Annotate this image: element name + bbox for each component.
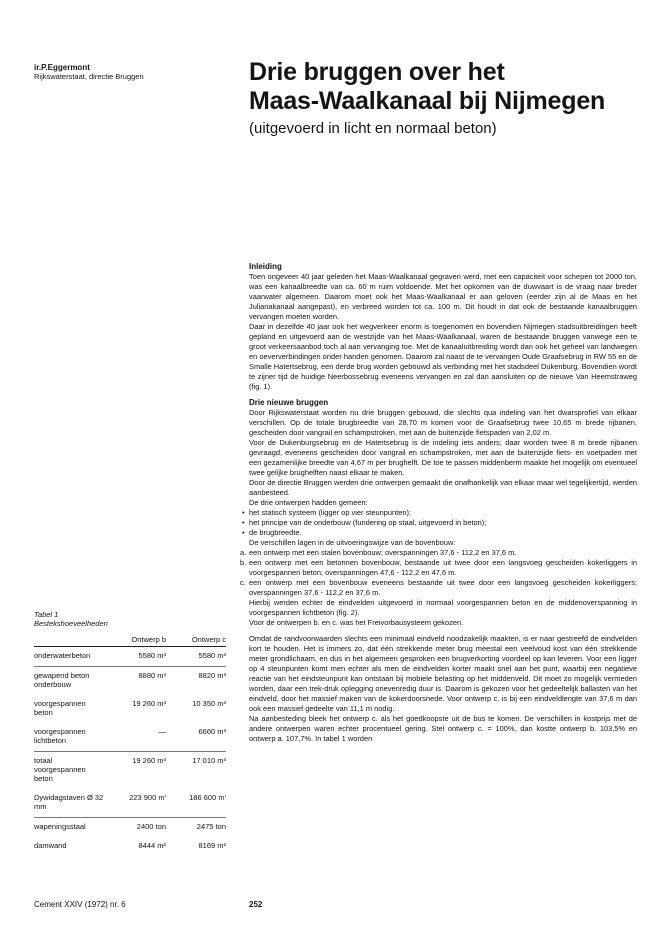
table-header-ontwerp-b: Ontwerp b [106, 633, 166, 647]
cell-ontwerp-c: 2475 ton [166, 818, 226, 838]
table-grid [34, 633, 226, 856]
author-name: ir.P.Eggermont [34, 63, 90, 72]
row-label: voorgespannen beton [34, 699, 86, 717]
lettered-item [240, 548, 637, 558]
article-title [249, 58, 605, 116]
lettered-item [240, 578, 637, 598]
article-subtitle: (uitgevoerd in licht en normaal beton) [249, 120, 497, 137]
section-heading-inleiding: Inleiding [249, 262, 282, 271]
paragraph: Voor de Dukenburgsebrug en de Hatertsebrug is de indeling iets anders; daar worden twee 8 m brede rijbanen gevraagd, eveneens gescheiden door vangrail en schampstroken, met aan de buitenzijde fiets- en voetpaden met een gezamenlijke breedte van 4,67 m per brughelft. De toe te passen middenberm maakte het mogelijk om eventueel twee gelijke brughelften naast elkaar te maken. [249, 438, 637, 477]
paragraph: Na aanbesteding bleek het ontwerp c. als het goedkoopste uit de bus te komen. De verschillen in kostprijs met de andere ontwerpen waren echter procentueel gering. Stel ontwerp c. = 100%, dan kostte ontwerp b. 103,5% en ontwerp a. 107,7%. In tabel 1 worden [249, 714, 637, 743]
table-row [34, 752, 226, 790]
cell-ontwerp-c: 10 350 m³ [192, 699, 226, 708]
row-label: Dywidagstaven Ø 32 mm [34, 793, 104, 811]
table-header-row [34, 633, 226, 647]
table-header-ontwerp-c: Ontwerp c [166, 633, 226, 647]
paragraph: Hierbij werden echter de eindvelden uitgevoerd in normaal voorgespannen beton en de middenoverspanning in voorgespannen lichtbeton (fig. 2). [249, 598, 637, 617]
bullet-item: • de brugbreedte. [249, 528, 637, 538]
bullet-item: • het statisch systeem (ligger op vier steunpunten); [249, 508, 637, 518]
section-heading-drie-nieuwe-bruggen: Drie nieuwe bruggen [249, 398, 329, 407]
lettered-list [240, 548, 637, 598]
quantities-table [34, 610, 226, 856]
article-body [240, 262, 637, 744]
bullet-item: • het principe van de onderbouw (fundering op staal, uitgevoerd in beton); [249, 518, 637, 528]
cell-ontwerp-b: 19 260 m³ [106, 752, 166, 790]
author-affiliation: Rijkswaterstaat, directie Bruggen [34, 72, 144, 81]
cell-ontwerp-c: 186 600 m' [189, 793, 226, 802]
cell-ontwerp-b: 2400 ton [106, 818, 166, 838]
table-row [34, 647, 226, 667]
cell-ontwerp-b: 8880 m³ [106, 667, 166, 696]
item-text: een ontwerp met een betonnen bovenbouw, bestaande uit twee door een langsvoeg gescheiden kokerliggers in voorgespannen beton; overspanningen 47,6 - 112,2 en 47,6 m. [249, 558, 637, 577]
paragraph: Daar in dezelfde 40 jaar ook het wegverkeer enorm is toegenomen en bovendien Nijmegen stadsuitbreidingen heeft gepland en uitgevoerd aan de westzijde van het Maas-Waalkanaal, waren de bestaande bruggen vanwege een te groot verkeersaanbod toch al aan vervanging toe. Met de kanaaluitbreiding wordt dan ook het geheel van landwegen en oeververbindingen onder handen genomen. Daarom zal naast de te vervangen Oude Graafsebrug in RW 55 en de Smalle Hatertsebrug, een derde brug worden gebouwd als verbinding met het stadsdeel Dukenburg. Bovendien wordt te zijner tijd de huidige Neerbossebrug eveneens vervangen en zal dan aansluiten op de nieuwe Van Heemstraweg (fig. 1). [249, 322, 637, 391]
paragraph: Omdat de randvoorwaarden slechts een minimaal eindveld noodzakelijk maakten, is er naar gestreefd de eindvelden kort te houden. Het is immers zo, dat één strekkende meter brug meestal een veelvoud kost van één strekkende meter grondlichaam, en dus in het algemeen gesproken een brugverkorting voordeel op kan leveren. Voor een ligger op 4 steunpunten komt men echter als men de eindvelden korter maakt snel aan het punt, waarbij een negatieve reactie van het eindsteunpunt kan ontstaan bij mobiele belasting op het middenveld. Dit moet zo mogelijk vermeden worden, daar een trek-druk oplegging onevenredig duur is. Daarom is gekozen voor het gedeeltelijk ballasten van het eindveld, door het massief maken van de kokerdoorsnede. Voor ontwerp c. is bij een eindveldlengte van 37,6 m dan ook een massief gedeelte van 11,1 m nodig. [249, 634, 637, 713]
row-label: totaal voorgespannen beton [34, 752, 106, 790]
cell-ontwerp-c: 8169 m² [198, 841, 226, 850]
cell-ontwerp-c: 8820 m³ [166, 667, 226, 696]
item-letter: a. [240, 548, 247, 557]
paragraph: De verschillen lagen in de uitvoeringswijze van de bovenbouw: [249, 538, 456, 547]
item-text: een ontwerp met een stalen bovenbouw; overspanningen 37,6 - 112,2 en 37,6 m. [249, 548, 517, 557]
cell-ontwerp-c: 17 010 m³ [166, 752, 226, 790]
cell-ontwerp-c: 5580 m³ [166, 647, 226, 667]
cell-ontwerp-b: 8444 m² [138, 841, 166, 850]
table-row [34, 837, 226, 856]
row-label: wapeningsstaal [34, 818, 106, 838]
cell-ontwerp-c: 6660 m³ [198, 727, 226, 736]
paragraph: Voor de ontwerpen b. en c. was het Freivorbausysteem gekozen. [249, 618, 464, 627]
paragraph: Toen ongeveer 40 jaar geleden het Maas-Waalkanaal gegraven werd, met een capaciteit voor schepen tot 2000 ton, was een kanaalbreedte van ca. 60 m ruim voldoende. Met het opkomen van de duwvaart is de vraag naar breder vaarwater algemeen. Daarom moet ook het Maas-Waalkanaal er aan geloven (eerder zijn al de Maas en het Julianakanaal aangepast), en verbreed worden tot ca. 100 m. Dit houdt in dat ook de bestaande kanaalbruggen vervangen moeten worden. [249, 272, 637, 321]
cell-ontwerp-b: 5580 m³ [106, 647, 166, 667]
table-row [34, 818, 226, 838]
cell-ontwerp-b: 19 260 m³ [132, 699, 166, 708]
bullet-list [249, 508, 637, 538]
table-caption-number: Tabel 1 [34, 610, 59, 619]
table-row [34, 667, 226, 696]
cell-ontwerp-b: — [158, 727, 166, 736]
item-letter: c. [240, 578, 246, 587]
lettered-item [240, 558, 637, 578]
article-title-line2: Maas-Waalkanaal bij Nijmegen [249, 87, 606, 115]
article-title-line1: Drie bruggen over het [249, 58, 505, 86]
row-label: onderwaterbeton [34, 647, 106, 667]
table-row [34, 789, 226, 818]
footer-journal: Cement XXIV (1972) nr. 6 [34, 900, 126, 909]
table-row [34, 695, 226, 723]
cell-ontwerp-b: 223 900 m' [129, 793, 166, 802]
item-text: een ontwerp met een bovenbouw eveneens bestaande uit twee door een langsvoeg gescheiden kokerliggers; overspanningen 37,6 - 112,2 en 37,6 m. [249, 578, 637, 597]
row-label: damwand [34, 841, 67, 850]
table-header-blank [34, 633, 106, 647]
paragraph: Door de directie Bruggen werden drie ontwerpen gemaakt die onafhankelijk van elkaar maar wel tegelijkertijd, werden aanbesteed. [249, 478, 637, 497]
paragraph: De drie ontwerpen hadden gemeen: [249, 498, 368, 507]
row-label: voorgespannen lichtbeton [34, 727, 86, 745]
table-caption-title: Bestekshoeveelheden [34, 619, 108, 628]
page-number: 252 [249, 900, 263, 909]
paragraph: Door Rijkswaterstaat worden nu drie bruggen gebouwd, die slechts qua indeling van het dwarsprofiel van elkaar verschillen. Op de totale brugbreedte van 28,70 m komen voor de Graafsebrug twee 10,65 m brede rijbanen, gescheiden door vangrail en schampstroken, met aan de buitenzijde fietspaden van 2,02 m. [249, 408, 637, 437]
row-label: gewapend beton onderbouw [34, 667, 106, 696]
table-row [34, 723, 226, 752]
item-letter: b. [240, 558, 247, 567]
